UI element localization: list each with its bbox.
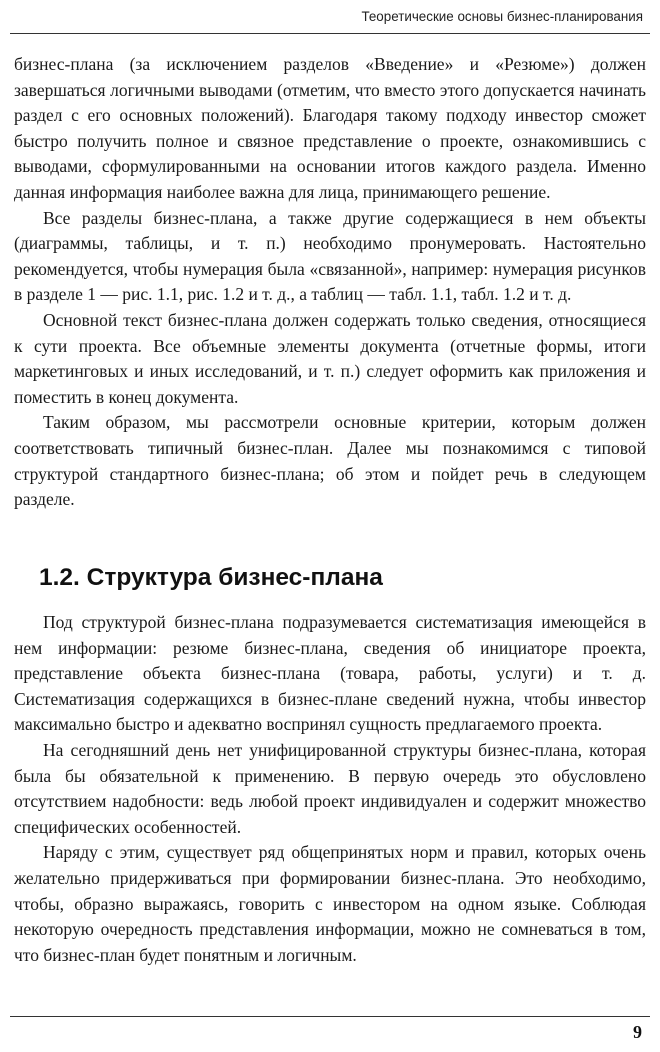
paragraph-structure-definition: Под структурой бизнес-плана подразумевается систематизация имеющейся в нем информации: резюме бизнес-плана, сведения об инициаторе проекта, представление объекта бизнес-плана (товара, работы, услуги) и т. д. Систематизация содержащихся в бизнес-плане сведений нужна, чтобы инвестор максимально быстро и адекватно воспринял сущность предлагаемого проекта.	[14, 612, 646, 735]
section-text	[14, 610, 646, 968]
page-number: 9	[633, 1022, 642, 1042]
running-head: Теоретические основы бизнес-планирования	[361, 9, 643, 24]
section-heading: 1.2. Структура бизнес-плана	[39, 564, 383, 591]
paragraph-main-text: Основной текст бизнес-плана должен содержать только сведения, относящиеся к сути проекта. Все объемные элементы документа (отчетные формы, итоги маркетинговых и иных исследований, и т. п.) следует оформить как приложения и поместить в конец документа.	[14, 309, 646, 407]
intro-text	[14, 52, 646, 513]
paragraph-numbering: Все разделы бизнес-плана, а также другие содержащиеся в нем объекты (диаграммы, таблицы, и т. п.) необходимо пронумеровать. Настоятельно рекомендуется, чтобы нумерация была «связанной», например: нумерация рисунков в разделе 1 — рис. 1.1, рис. 1.2 и т. д., а таблиц — табл. 1.1, табл. 1.2 и т. д.	[14, 207, 646, 305]
header-rule	[10, 33, 650, 34]
paragraph-common-norms: Наряду с этим, существует ряд общепринятых норм и правил, которых очень желательно придерживаться при формировании бизнес-плана. Это необходимо, чтобы, образно выражаясь, говорить с инвестором на одном языке. Соблюдая некоторую очередность представления информации, можно не сомневаться в том, что бизнес-план будет понятным и логичным.	[14, 842, 646, 965]
footer-rule	[10, 1016, 650, 1017]
paragraph-no-unified-structure: На сегодняшний день нет унифицированной структуры бизнес-плана, которая была бы обязательной к применению. В первую очередь это обусловлено отсутствием надобности: ведь любой проект индивидуален и содержит множество специфических особенностей.	[14, 739, 646, 837]
paragraph-summary: Таким образом, мы рассмотрели основные критерии, которым должен соответствовать типичный бизнес-план. Далее мы познакомимся с типовой структурой стандартного бизнес-плана; об этом и пойдет речь в следующем разделе.	[14, 412, 646, 510]
paragraph-continued: бизнес-плана (за исключением разделов «Введение» и «Резюме») должен завершаться логичными выводами (отметим, что вместо этого допускается начинать раздел с его основных положений). Благодаря такому подходу инвестор сможет быстро получить полное и связное представление о проекте, ознакомившись с выводами, сформулированными на основании итогов каждого раздела. Именно данная информация наиболее важна для лица, принимающего решение.	[14, 54, 646, 202]
